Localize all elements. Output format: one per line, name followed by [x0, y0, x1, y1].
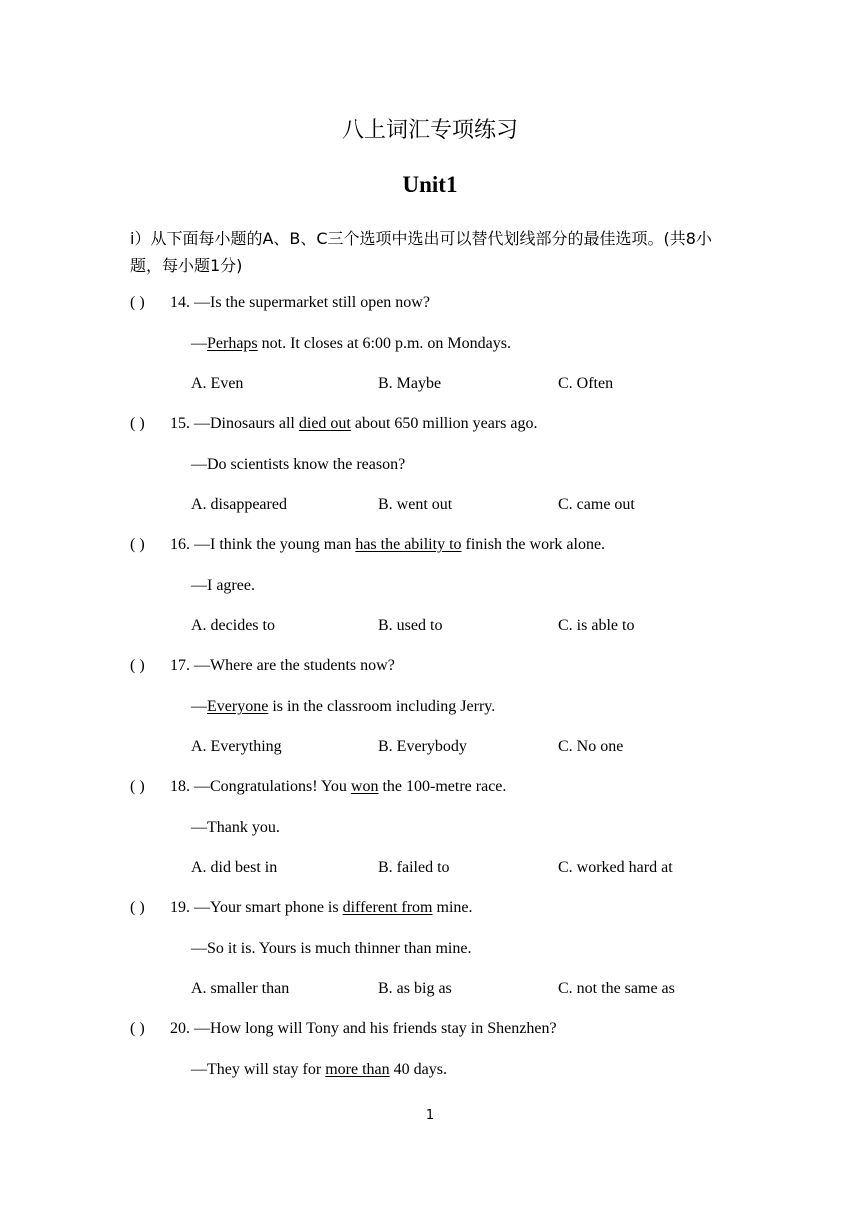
answer-blank[interactable]: ( )	[130, 415, 145, 432]
reply-15: —Do scientists know the reason?	[191, 456, 406, 473]
reply-14: —Perhaps not. It closes at 6:00 p.m. on Mondays.	[191, 335, 511, 352]
reply-20: —They will stay for more than 40 days.	[191, 1061, 447, 1078]
option-b: B. Maybe	[378, 375, 442, 392]
underlined-phrase: Everyone	[207, 698, 269, 715]
underlined-phrase: has the ability to	[355, 536, 462, 553]
option-b: B. Everybody	[378, 738, 467, 755]
page-title: 八上词汇专项练习	[341, 118, 518, 143]
answer-blank[interactable]: ( )	[130, 657, 145, 674]
option-c: C. not the same as	[558, 980, 675, 997]
question-16: ( ) 16. —I think the young man has the ability to finish the work alone.	[130, 536, 606, 553]
option-b: B. used to	[378, 617, 443, 634]
option-a: A. did best in	[191, 859, 278, 876]
answer-blank[interactable]: ( )	[130, 1020, 145, 1037]
underlined-phrase: died out	[298, 415, 351, 432]
option-a: A. decides to	[191, 617, 275, 634]
reply-16: —I agree.	[191, 577, 255, 594]
option-b: B. as big as	[378, 980, 452, 997]
underlined-phrase: more than	[325, 1061, 390, 1078]
answer-blank[interactable]: ( )	[130, 536, 145, 553]
underlined-phrase: Perhaps	[207, 335, 258, 352]
option-a: A. Even	[191, 375, 244, 392]
instructions: ⅰ）从下面每小题的A、B、C三个选项中选出可以替代划线部分的最佳选项。(共8小题，每小题1分)	[130, 229, 712, 275]
reply-18: —Thank you.	[191, 819, 280, 836]
question-15: ( ) 15. —Dinosaurs all died out about 650 million years ago.	[130, 415, 538, 432]
underlined-phrase: won	[350, 778, 379, 795]
option-b: B. failed to	[378, 859, 450, 876]
answer-blank[interactable]: ( )	[130, 778, 145, 795]
question-17: ( ) 17. —Where are the students now?	[130, 657, 395, 674]
underlined-phrase: different from	[342, 899, 433, 916]
option-a: A. Everything	[191, 738, 282, 755]
option-c: C. came out	[558, 496, 635, 513]
question-19: ( ) 19. —Your smart phone is different from mine.	[130, 899, 473, 916]
question-14: ( ) 14. —Is the supermarket still open now?	[130, 294, 430, 311]
option-a: A. smaller than	[191, 980, 290, 997]
page-number: 1	[425, 1108, 435, 1123]
option-c: C. worked hard at	[558, 859, 673, 876]
option-c: C. No one	[558, 738, 624, 755]
option-c: C. is able to	[558, 617, 635, 634]
reply-17: —Everyone is in the classroom including Jerry.	[191, 698, 496, 715]
option-c: C. Often	[558, 375, 614, 392]
question-18: ( ) 18. —Congratulations! You won the 100-metre race.	[130, 778, 507, 795]
option-a: A. disappeared	[191, 496, 287, 513]
reply-19: —So it is. Yours is much thinner than mine.	[191, 940, 472, 957]
unit-heading: Unit1	[402, 172, 458, 197]
answer-blank[interactable]: ( )	[130, 899, 145, 916]
answer-blank[interactable]: ( )	[130, 294, 145, 311]
option-b: B. went out	[378, 496, 453, 513]
question-20: ( ) 20. —How long will Tony and his friends stay in Shenzhen?	[130, 1020, 557, 1037]
